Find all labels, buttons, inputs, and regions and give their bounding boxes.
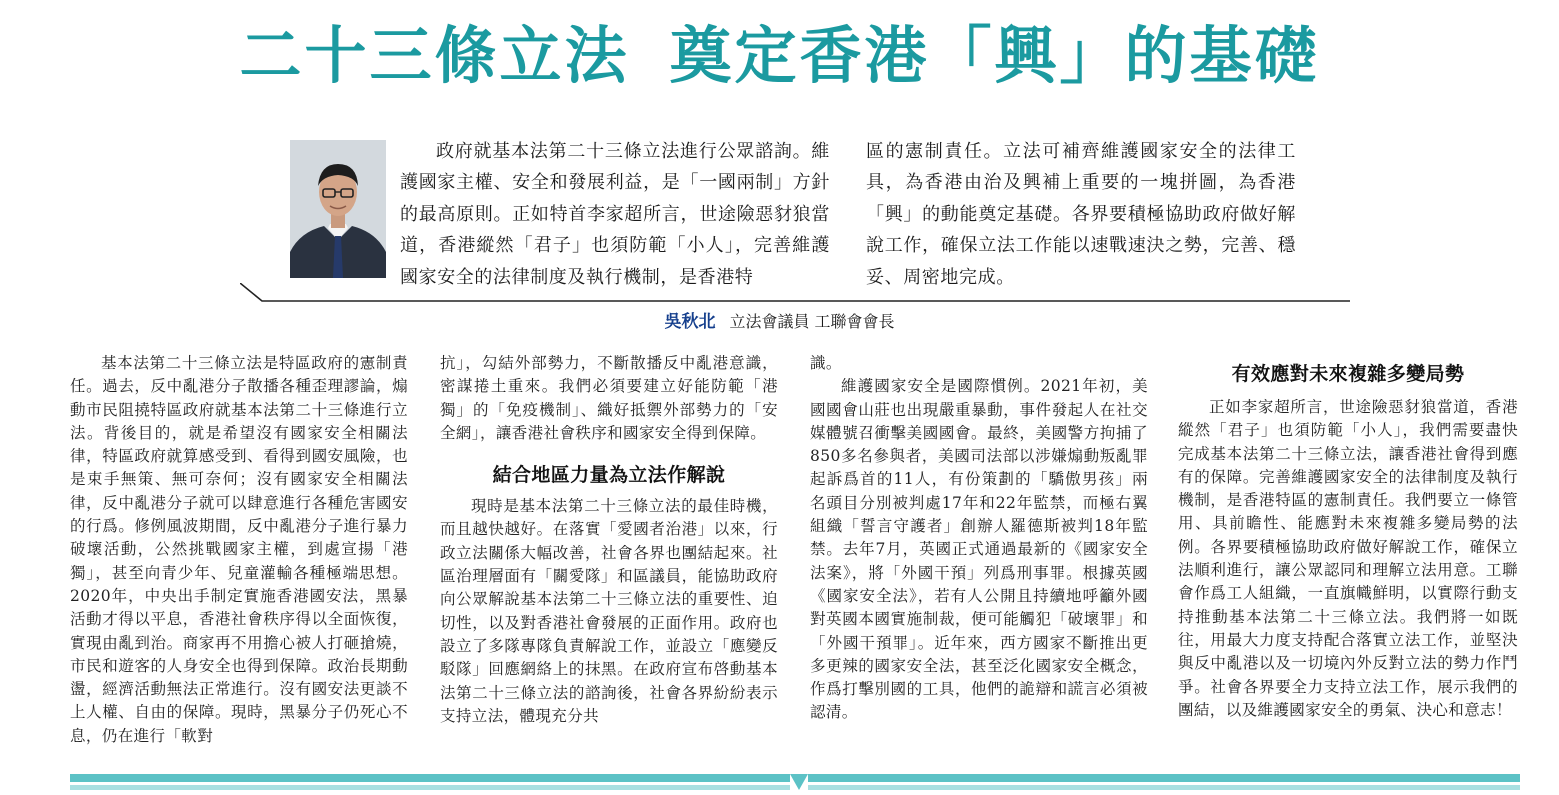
subheading-1: 結合地區力量為立法作解說	[492, 464, 726, 487]
intro-paragraph-right: 區的憲制責任。立法可補齊維護國家安全的法律工具，為香港由治及興補上重要的一塊拼圖，為香港「興」的動能奠定基礎。各界要積極協助政府做好解說工作，確保立法工作能以速戰速決之勢，完善、穩妥、周密地完成。	[866, 141, 1296, 288]
body-paragraph: 抗」，勾結外部勢力，不斷散播反中亂港意識，密謀捲土重來。我們必須要建立好能防範「港獨」的「免疫機制」、織好抵禦外部勢力的「安全網」，讓香港社會秩序和國家安全得到保障。	[440, 354, 778, 442]
headline	[0, 16, 1559, 96]
body-column-4	[1178, 352, 1518, 722]
divider-rule	[240, 283, 1350, 305]
headline-part1: 二十三條立法	[239, 19, 630, 92]
headline-part2: 奠定香港「興」的基礎	[669, 19, 1320, 92]
author-photo	[290, 140, 386, 278]
body-paragraph: 現時是基本法第二十三條立法的最佳時機，而且越快越好。在落實「愛國者治港」以來，行政立法關係大幅改善，社會各界也團結起來。社區治理層面有「關愛隊」和區議員，能協助政府向公眾解說基本法第二十三條立法的重要性、迫切性，以及對香港社會發展的正面作用。政府也設立了多隊專隊負責解說工作，並設立「應變反駁隊」回應網絡上的抹黑。在政府宣布啓動基本法第二十三條立法的諮詢後，社會各界紛紛表示支持立法，體現充分共	[440, 497, 778, 725]
body-paragraph: 識。	[810, 354, 842, 372]
byline	[0, 310, 1559, 334]
author-title: 立法會議員 工聯會會長	[729, 312, 895, 331]
body-column-1	[70, 352, 408, 748]
author-portrait-icon	[290, 140, 386, 278]
body-paragraph: 正如李家超所言，世途險惡豺狼當道，香港縱然「君子」也須防範「小人」，我們需要盡快完成基本法第二十三條立法，讓香港社會得到應有的保障。完善維護國家安全的法律制度及執行機制，是香港特區的憲制責任。我們要立一條管用、具前瞻性、能應對未來複雜多變局勢的法例。各界要積極協助政府做好解說工作，確保立法順利進行，讓公眾認同和理解立法用意。工聯會作爲工人組織，一直旗幟鮮明，以實際行動支持推動基本法第二十三條立法。我們將一如既往，用最大力度支持配合落實立法工作，並堅決與反中亂港以及一切境內外反對立法的勢力作鬥爭。社會各界要全力支持立法工作，展示我們的團結，以及維護國家安全的勇氣、決心和意志！	[1178, 398, 1518, 719]
body-paragraph: 基本法第二十三條立法是特區政府的憲制責任。過去，反中亂港分子散播各種歪理謬論，煽動市民阻撓特區政府就基本法第二十三條進行立法。背後目的，就是希望沒有國家安全相關法律，特區政府就算感受到、看得到國安風險，也是束手無策、無可奈何；沒有國家安全相關法律，反中亂港分子就可以肆意進行各種危害國安的行爲。修例風波期間，反中亂港分子進行暴力破壞活動，公然挑戰國家主權，到處宣揚「港獨」，甚至向青少年、兒童灌輸各種極端思想。2020年，中央出手制定實施香港國安法，黑暴活動才得以平息，香港社會秩序得以全面恢復，實現由亂到治。商家再不用擔心被人打砸搶燒，市民和遊客的人身安全也得到保障。政治長期動盪，經濟活動無法正常進行。沒有國安法更談不上人權、自由的保障。現時，黑暴分子仍死心不息，仍在進行「軟對	[70, 354, 408, 745]
body-column-3	[810, 352, 1148, 725]
intro-paragraph-left: 政府就基本法第二十三條立法進行公眾諮詢。維護國家主權、安全和發展利益，是「一國兩制」方針的最高原則。正如特首李家超所言，世途險惡豺狼當道，香港縱然「君子」也須防範「小人」，完善維護國家安全的法律制度及執行機制，是香港特	[400, 141, 830, 288]
footer-band	[70, 772, 1520, 792]
body-paragraph: 維護國家安全是國際慣例。2021年初，美國國會山莊也出現嚴重暴動，事件發起人在社交媒體號召衝擊美國國會。最終，美國警方拘捕了850多名參與者，美國司法部以涉嫌煽動叛亂罪起訴爲首的11人，有份策劃的「驕傲男孩」兩名頭目分別被判處17年和22年監禁，而極右翼組織「誓言守護者」創辦人羅德斯被判18年監禁。去年7月，英國正式通過最新的《國家安全法案》，將「外國干預」列爲刑事罪。根據英國《國家安全法》，若有人公開且持續地呼籲外國對英國本國實施制裁，便可能觸犯「破壞罪」和「外國干預罪」。近年來，西方國家不斷推出更多更辣的國家安全法，甚至泛化國家安全概念，作爲打擊別國的工具，他們的詭辯和謊言必須被認清。	[810, 377, 1148, 722]
subheading-2: 有效應對未來複雜多變局勢	[1231, 363, 1465, 385]
body-column-2	[440, 352, 778, 728]
author-name: 吳秋北	[664, 312, 716, 332]
